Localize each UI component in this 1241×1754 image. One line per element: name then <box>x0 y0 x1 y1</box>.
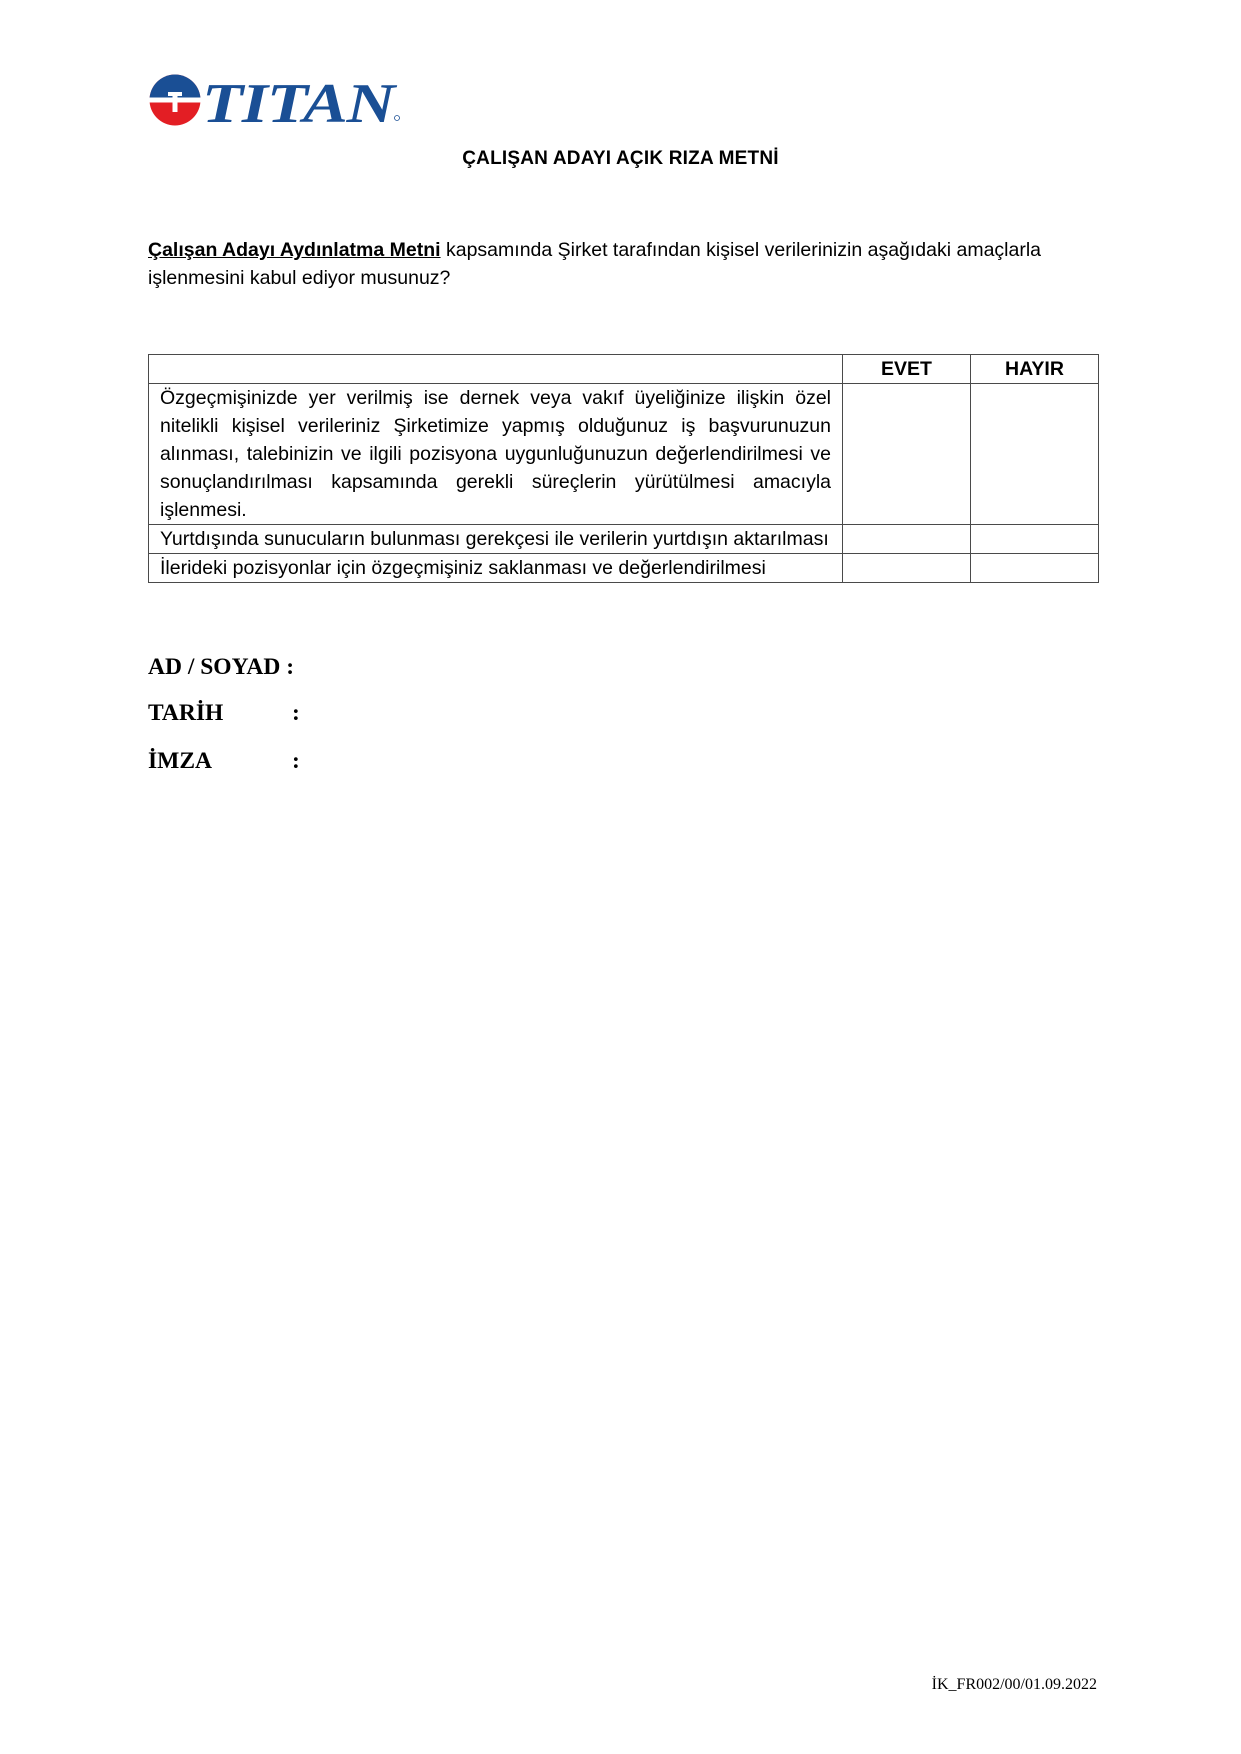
page-title: ÇALIŞAN ADAYI AÇIK RIZA METNİ <box>462 148 779 169</box>
header-purpose <box>149 355 843 384</box>
yes-checkbox-cell[interactable] <box>843 554 971 583</box>
date-field[interactable] <box>148 700 300 727</box>
logo-wordmark: TITAN <box>202 73 399 128</box>
purpose-cell: İlerideki pozisyonlar için özgeçmişiniz saklanması ve değerlendirilmesi <box>149 554 843 583</box>
no-checkbox-cell[interactable] <box>971 525 1099 554</box>
signature-field[interactable] <box>148 748 300 775</box>
purpose-cell: Yurtdışında sunucuların bulunması gerekçesi ile verilerin yurtdışın aktarılması <box>149 525 843 554</box>
header-no: HAYIR <box>971 355 1099 384</box>
yes-checkbox-cell[interactable] <box>843 384 971 525</box>
titan-logo <box>148 72 402 128</box>
name-label: AD / SOYAD : <box>148 654 295 680</box>
signature-colon: : <box>292 748 300 774</box>
intro-paragraph <box>148 236 1096 292</box>
signature-label: İMZA <box>148 748 212 774</box>
header-yes: EVET <box>843 355 971 384</box>
form-code: İK_FR002/00/01.09.2022 <box>931 1676 1097 1693</box>
table-row <box>149 525 1099 554</box>
date-colon: : <box>292 700 300 726</box>
table-row <box>149 384 1099 525</box>
no-checkbox-cell[interactable] <box>971 384 1099 525</box>
purpose-cell: Özgeçmişinizde yer verilmiş ise dernek veya vakıf üyeliğinize ilişkin özel nitelikli kişisel verileriniz Şirketimize yapmış olduğunuz iş başvurunuzun alınması, talebinizin ve ilgili pozisyona uygunluğunuzun değerlendirilmesi ve sonuçlandırılması kapsamında gerekli süreçlerin yürütülmesi amacıyla işlenmesi. <box>149 384 843 525</box>
consent-table <box>148 354 1099 583</box>
date-label: TARİH <box>148 700 224 726</box>
no-checkbox-cell[interactable] <box>971 554 1099 583</box>
intro-text: kapsamında Şirket tarafından kişisel verilerinizin aşağıdaki amaçlarla işlenmesini kabul ediyor musunuz? <box>148 239 1042 289</box>
yes-checkbox-cell[interactable] <box>843 525 971 554</box>
table-header-row <box>149 355 1099 384</box>
intro-lead-link: Çalışan Adayı Aydınlatma Metni <box>148 239 441 261</box>
table-row <box>149 554 1099 583</box>
name-field[interactable] <box>148 654 294 681</box>
